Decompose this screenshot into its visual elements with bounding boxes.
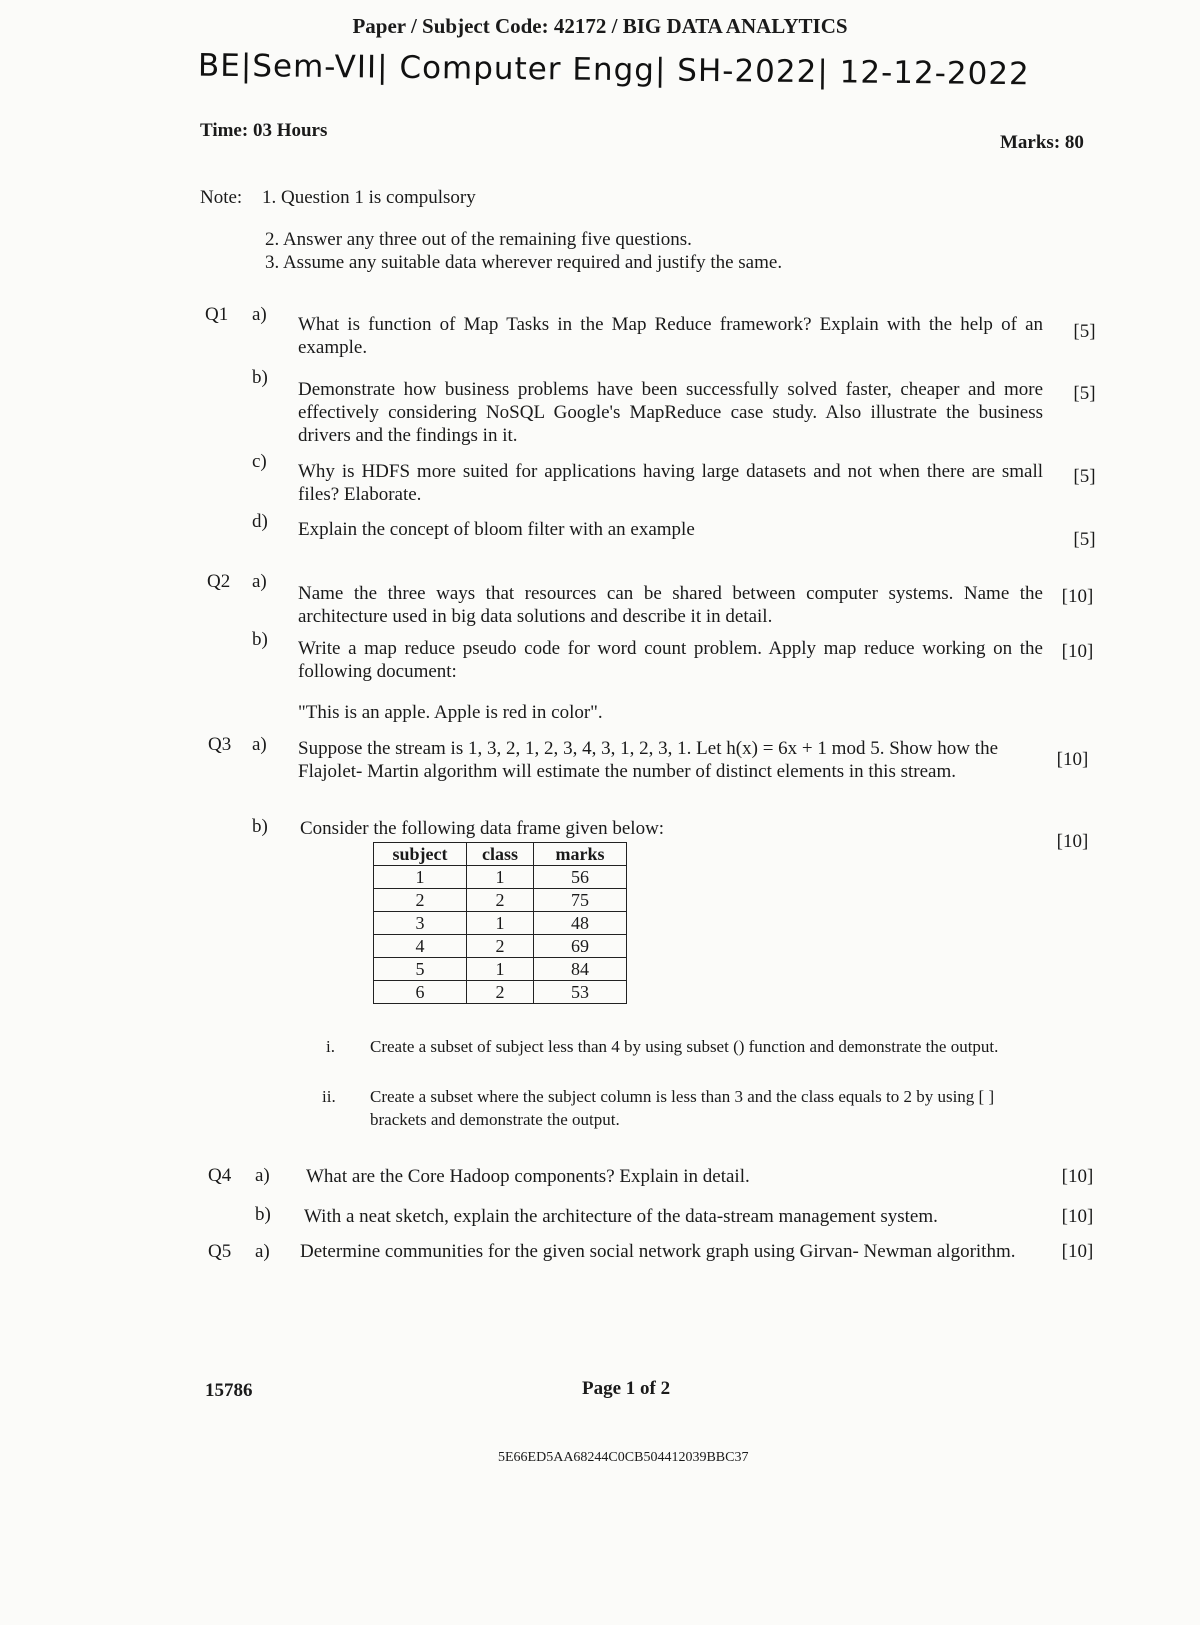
question-text: Write a map reduce pseudo code for word count problem. Apply map reduce working on the following document: — [298, 638, 1043, 682]
question-marks: [10] — [1061, 1206, 1094, 1227]
subpart-label: i. — [326, 1037, 335, 1056]
exam-time: Time: 03 Hours — [200, 120, 328, 141]
question-part: b) — [252, 816, 268, 837]
subpart-text: Create a subset of subject less than 4 by using subset () function and demonstrate the output. — [370, 1037, 999, 1056]
question-part: a) — [252, 734, 267, 755]
question-marks: [5] — [1073, 466, 1096, 487]
question-marks: [5] — [1073, 321, 1096, 342]
table-row — [374, 981, 627, 1004]
handwritten-note: BE|Sem-VII| Computer Engg| SH-2022| 12-12-2022 — [197, 47, 1030, 93]
table-row — [374, 912, 627, 935]
question-text: Consider the following data frame given below: — [300, 818, 665, 839]
table-cell: 6 — [374, 981, 467, 1004]
subpart-text: Create a subset where the subject column is less than 3 and the class equals to 2 by using [ ] brackets and demonstrate the output. — [370, 1087, 995, 1129]
question-part: a) — [255, 1165, 270, 1186]
note-item: 3. Assume any suitable data wherever required and justify the same. — [265, 252, 783, 273]
question-number: Q3 — [208, 734, 232, 755]
table-cell: 1 — [467, 958, 534, 981]
question-part: b) — [252, 367, 268, 388]
question-part: a) — [255, 1241, 270, 1262]
question-part: a) — [252, 304, 267, 325]
question-part: c) — [252, 451, 267, 472]
question-number: Q1 — [205, 304, 229, 325]
question-text: Suppose the stream is 1, 3, 2, 1, 2, 3, 4, 3, 1, 2, 3, 1. Let h(x) = 6x + 1 mod 5. Show how the Flajolet- Martin algorithm will estimate the number of distinct elements in this stream. — [298, 738, 998, 782]
table-cell: 3 — [374, 912, 467, 935]
question-number: Q5 — [208, 1241, 232, 1262]
question-text: Demonstrate how business problems have been successfully solved faster, cheaper and more effectively considering NoSQL Google's MapReduce case study. Also illustrate the business drivers and the findings in it. — [298, 379, 1043, 446]
table-cell: 1 — [374, 866, 467, 889]
question-marks: [5] — [1073, 529, 1096, 550]
table-cell: 4 — [374, 935, 467, 958]
column-header: subject — [374, 843, 467, 866]
question-number: Q4 — [208, 1165, 232, 1186]
question-marks: [5] — [1073, 383, 1096, 404]
question-marks: [10] — [1061, 1241, 1094, 1262]
table-cell: 56 — [534, 866, 627, 889]
table-header-row — [374, 843, 627, 866]
table-row — [374, 958, 627, 981]
note-item: 1. Question 1 is compulsory — [262, 187, 476, 208]
question-marks: [10] — [1056, 749, 1089, 770]
question-marks: [10] — [1056, 831, 1089, 852]
question-text: Determine communities for the given social network graph using Girvan- Newman algorithm. — [300, 1241, 1016, 1262]
paper-id: 15786 — [205, 1380, 253, 1401]
question-part: b) — [255, 1204, 271, 1225]
question-marks: [10] — [1061, 641, 1094, 662]
exam-marks: Marks: 80 — [1000, 132, 1084, 153]
question-marks: [10] — [1061, 586, 1094, 607]
question-text: Why is HDFS more suited for applications having large datasets and not when there are small files? Elaborate. — [298, 461, 1043, 505]
table-row — [374, 935, 627, 958]
question-text: What are the Core Hadoop components? Explain in detail. — [306, 1166, 750, 1187]
question-part: d) — [252, 511, 268, 532]
word-count-document: "This is an apple. Apple is red in color". — [298, 702, 603, 723]
question-part: a) — [252, 571, 267, 592]
table-cell: 69 — [534, 935, 627, 958]
table-row — [374, 889, 627, 912]
table-cell: 53 — [534, 981, 627, 1004]
page-number: Page 1 of 2 — [582, 1378, 671, 1399]
column-header: class — [467, 843, 534, 866]
paper-title: Paper / Subject Code: 42172 / BIG DATA ANALYTICS — [352, 14, 848, 38]
question-text: With a neat sketch, explain the architecture of the data-stream management system. — [304, 1206, 938, 1227]
column-header: marks — [534, 843, 627, 866]
table-cell: 75 — [534, 889, 627, 912]
data-frame-table — [373, 842, 627, 1004]
question-text: Explain the concept of bloom filter with an example — [298, 519, 695, 540]
table-cell: 5 — [374, 958, 467, 981]
table-cell: 2 — [374, 889, 467, 912]
table-cell: 1 — [467, 912, 534, 935]
question-part: b) — [252, 629, 268, 650]
note-item: 2. Answer any three out of the remaining five questions. — [265, 229, 692, 250]
subpart-label: ii. — [322, 1087, 336, 1106]
question-marks: [10] — [1061, 1166, 1094, 1187]
question-text: What is function of Map Tasks in the Map Reduce framework? Explain with the help of an example. — [298, 314, 1043, 358]
document-hash: 5E66ED5AA68244C0CB504412039BBC37 — [498, 1450, 749, 1465]
table-cell: 2 — [467, 981, 534, 1004]
question-text: Name the three ways that resources can be shared between computer systems. Name the architecture used in big data solutions and describe it in detail. — [298, 583, 1043, 627]
table-row — [374, 866, 627, 889]
question-number: Q2 — [207, 571, 231, 592]
table-cell: 2 — [467, 889, 534, 912]
table-cell: 84 — [534, 958, 627, 981]
note-label: Note: — [200, 187, 243, 208]
table-cell: 1 — [467, 866, 534, 889]
table-cell: 48 — [534, 912, 627, 935]
table-cell: 2 — [467, 935, 534, 958]
